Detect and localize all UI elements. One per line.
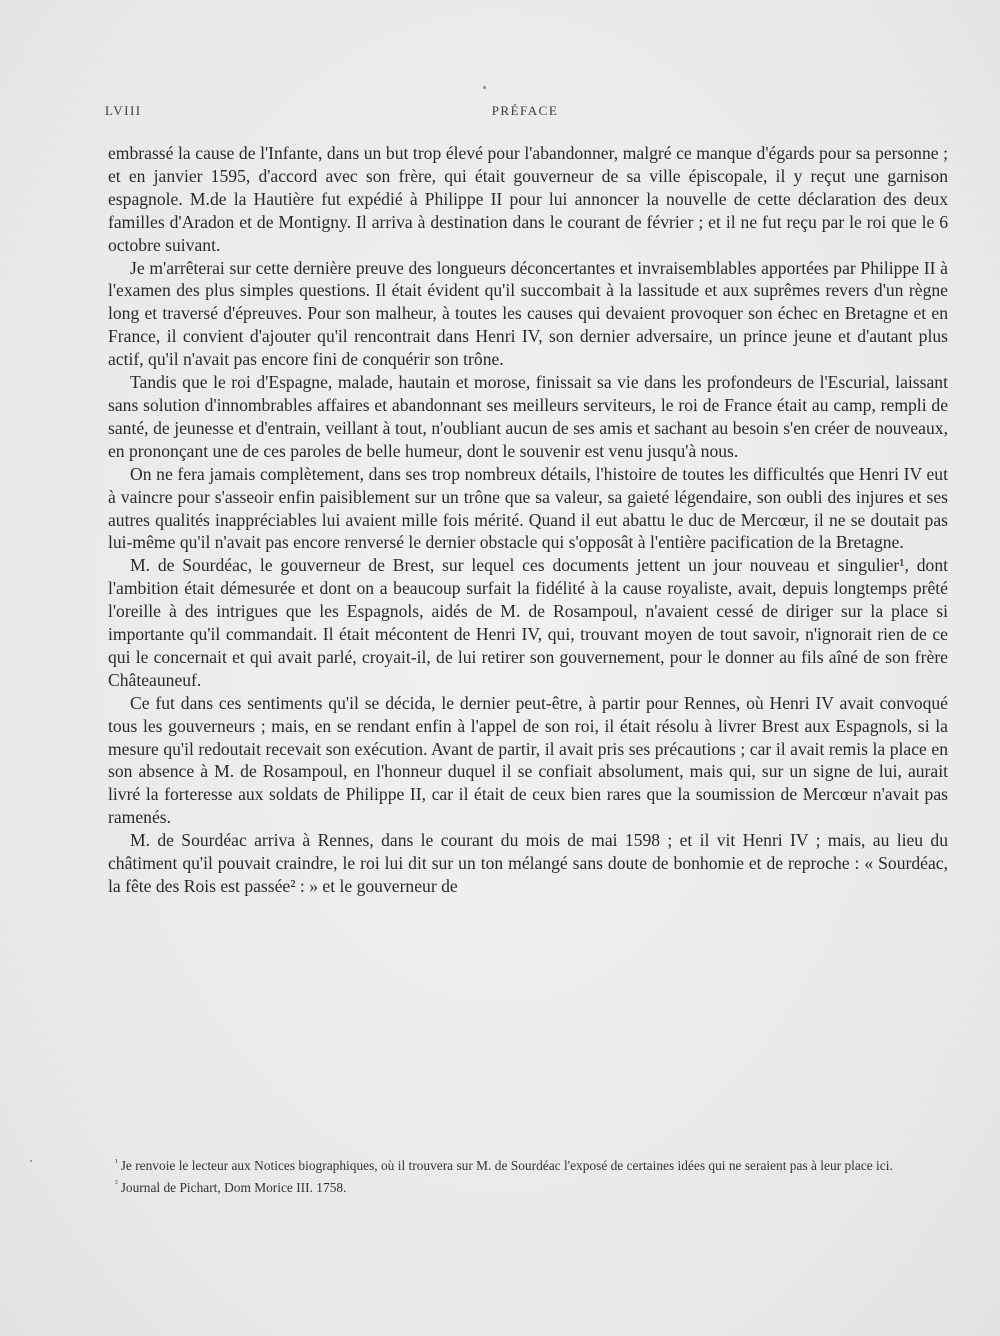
body-text — [108, 142, 948, 898]
paragraph: On ne fera jamais complètement, dans ses trop nombreux détails, l'histoire de toutes les difficultés que Henri IV eut à vaincre pour s'asseoir enfin paisiblement sur un trône que sa valeur, sa gaieté légendaire, son oubli des injures et ses autres qualités inappréciables lui avaient mille fois mérité. Quand il eut abattu le duc de Mercœur, il ne se doutait pas lui-même qu'il n'avait pas encore renversé le dernier obstacle qui s'opposât à l'entière pacification de la Bretagne. — [108, 463, 948, 553]
paper-speck — [30, 1160, 32, 1162]
paragraph: M. de Sourdéac, le gouverneur de Brest, sur lequel ces documents jettent un jour nouveau et singulier¹, dont l'ambition était démesurée et dont on a beaucoup surfait la fidélité à la cause royaliste, avait, depuis longtemps prêté l'oreille à des intrigues que les Espagnols, aidés de M. de Rosampoul, n'avaient cessé de diriger sur la place si importante qu'il commandait. Il était mécontent de Henri IV, qui, trouvant moyen de tout savoir, n'ignorait rien de ce qui le concernait et qui avait parlé, croyait-il, de lui retirer son gouvernement, pour le donner au fils aîné de son frère Châteauneuf. — [108, 555, 948, 690]
paragraph: Je m'arrêterai sur cette dernière preuve des longueurs déconcertantes et invraisemblables apportées par Philippe II à l'examen des plus simples questions. Il était évident qu'il succombait à la lassitude et aux suprêmes revers d'un règne long et traversé d'épreuves. Pour son malheur, à toutes les causes qui devaient provoquer son échec en Bretagne et en France, il convient d'ajouter qu'il rencontrait dans Henri IV, son dernier adversaire, un prince jeune et d'autant plus actif, qu'il n'avait pas encore fini de conquérir son trône. — [108, 257, 948, 370]
footnote-marker: ² — [115, 1178, 118, 1189]
paragraph: Ce fut dans ces sentiments qu'il se décida, le dernier peut-être, à partir pour Rennes, où Henri IV avait convoqué tous les gouverneurs ; mais, en se rendant enfin à l'appel de son roi, il était résolu à livrer Brest aux Espagnols, si la mesure qu'il redoutait recevait son exécution. Avant de partir, il avait pris ses précautions ; car il avait remis la place en son absence à M. de Rosampoul, en l'honneur duquel il se confiait absolument, mais qui, sur un signe de lui, aurait livré la forteresse aux soldats de Philippe II, car il était de ceux bien rares que la soumission de Mercœur n'avait pas ramenés. — [108, 692, 948, 828]
footnote — [115, 1179, 955, 1198]
paragraph: Tandis que le roi d'Espagne, malade, hautain et morose, finissait sa vie dans les profondeurs de l'Escurial, laissant sans solution d'innombrables affaires et abandonnant ses meilleurs serviteurs, le roi de France était au camp, rempli de santé, de jeunesse et d'entrain, veillant à tout, n'oubliant aucun de ses amis et sachant au besoin s'en créer de nouveaux, en prononçant une de ces paroles de belle humeur, dont le souvenir est venu jusqu'à nous. — [108, 372, 948, 461]
running-head — [105, 103, 945, 127]
paragraph: M. de Sourdéac arriva à Rennes, dans le courant du mois de mai 1598 ; et il vit Henri IV ; mais, au lieu du châtiment qu'il pouvait craindre, le roi lui dit sur un ton mélangé sans doute de bonhomie et de reproche : « Sourdéac, la fête des Rois est passée² : » et le gouverneur de — [108, 830, 948, 896]
footnote-marker: ¹ — [115, 1156, 118, 1167]
running-title: PRÉFACE — [491, 103, 559, 118]
page-number: LVIII — [105, 103, 142, 118]
footnotes — [115, 1157, 955, 1197]
footnote-text: Journal de Pichart, Dom Morice III. 1758. — [120, 1179, 347, 1195]
footnote — [115, 1157, 955, 1176]
paragraph: embrassé la cause de l'Infante, dans un but trop élevé pour l'abandonner, malgré ce manque d'égards pour sa personne ; et en janvier 1595, d'accord avec son frère, qui était gouverneur de sa ville épiscopale, il y reçut une garnison espagnole. M.de la Hautière fut expédié à Philippe II pour lui annoncer la nouvelle de cette déclaration des deux familles d'Aradon et de Montigny. Il arriva à destination dans le courant de février ; et il ne fut reçu par le roi que le 6 octobre suivant. — [108, 143, 948, 255]
footnote-text: Je renvoie le lecteur aux Notices biographiques, où il trouvera sur M. de Sourdéac l'exposé de certaines idées qui ne seraient pas à leur place ici. — [120, 1158, 893, 1173]
paper-speck — [483, 86, 486, 89]
